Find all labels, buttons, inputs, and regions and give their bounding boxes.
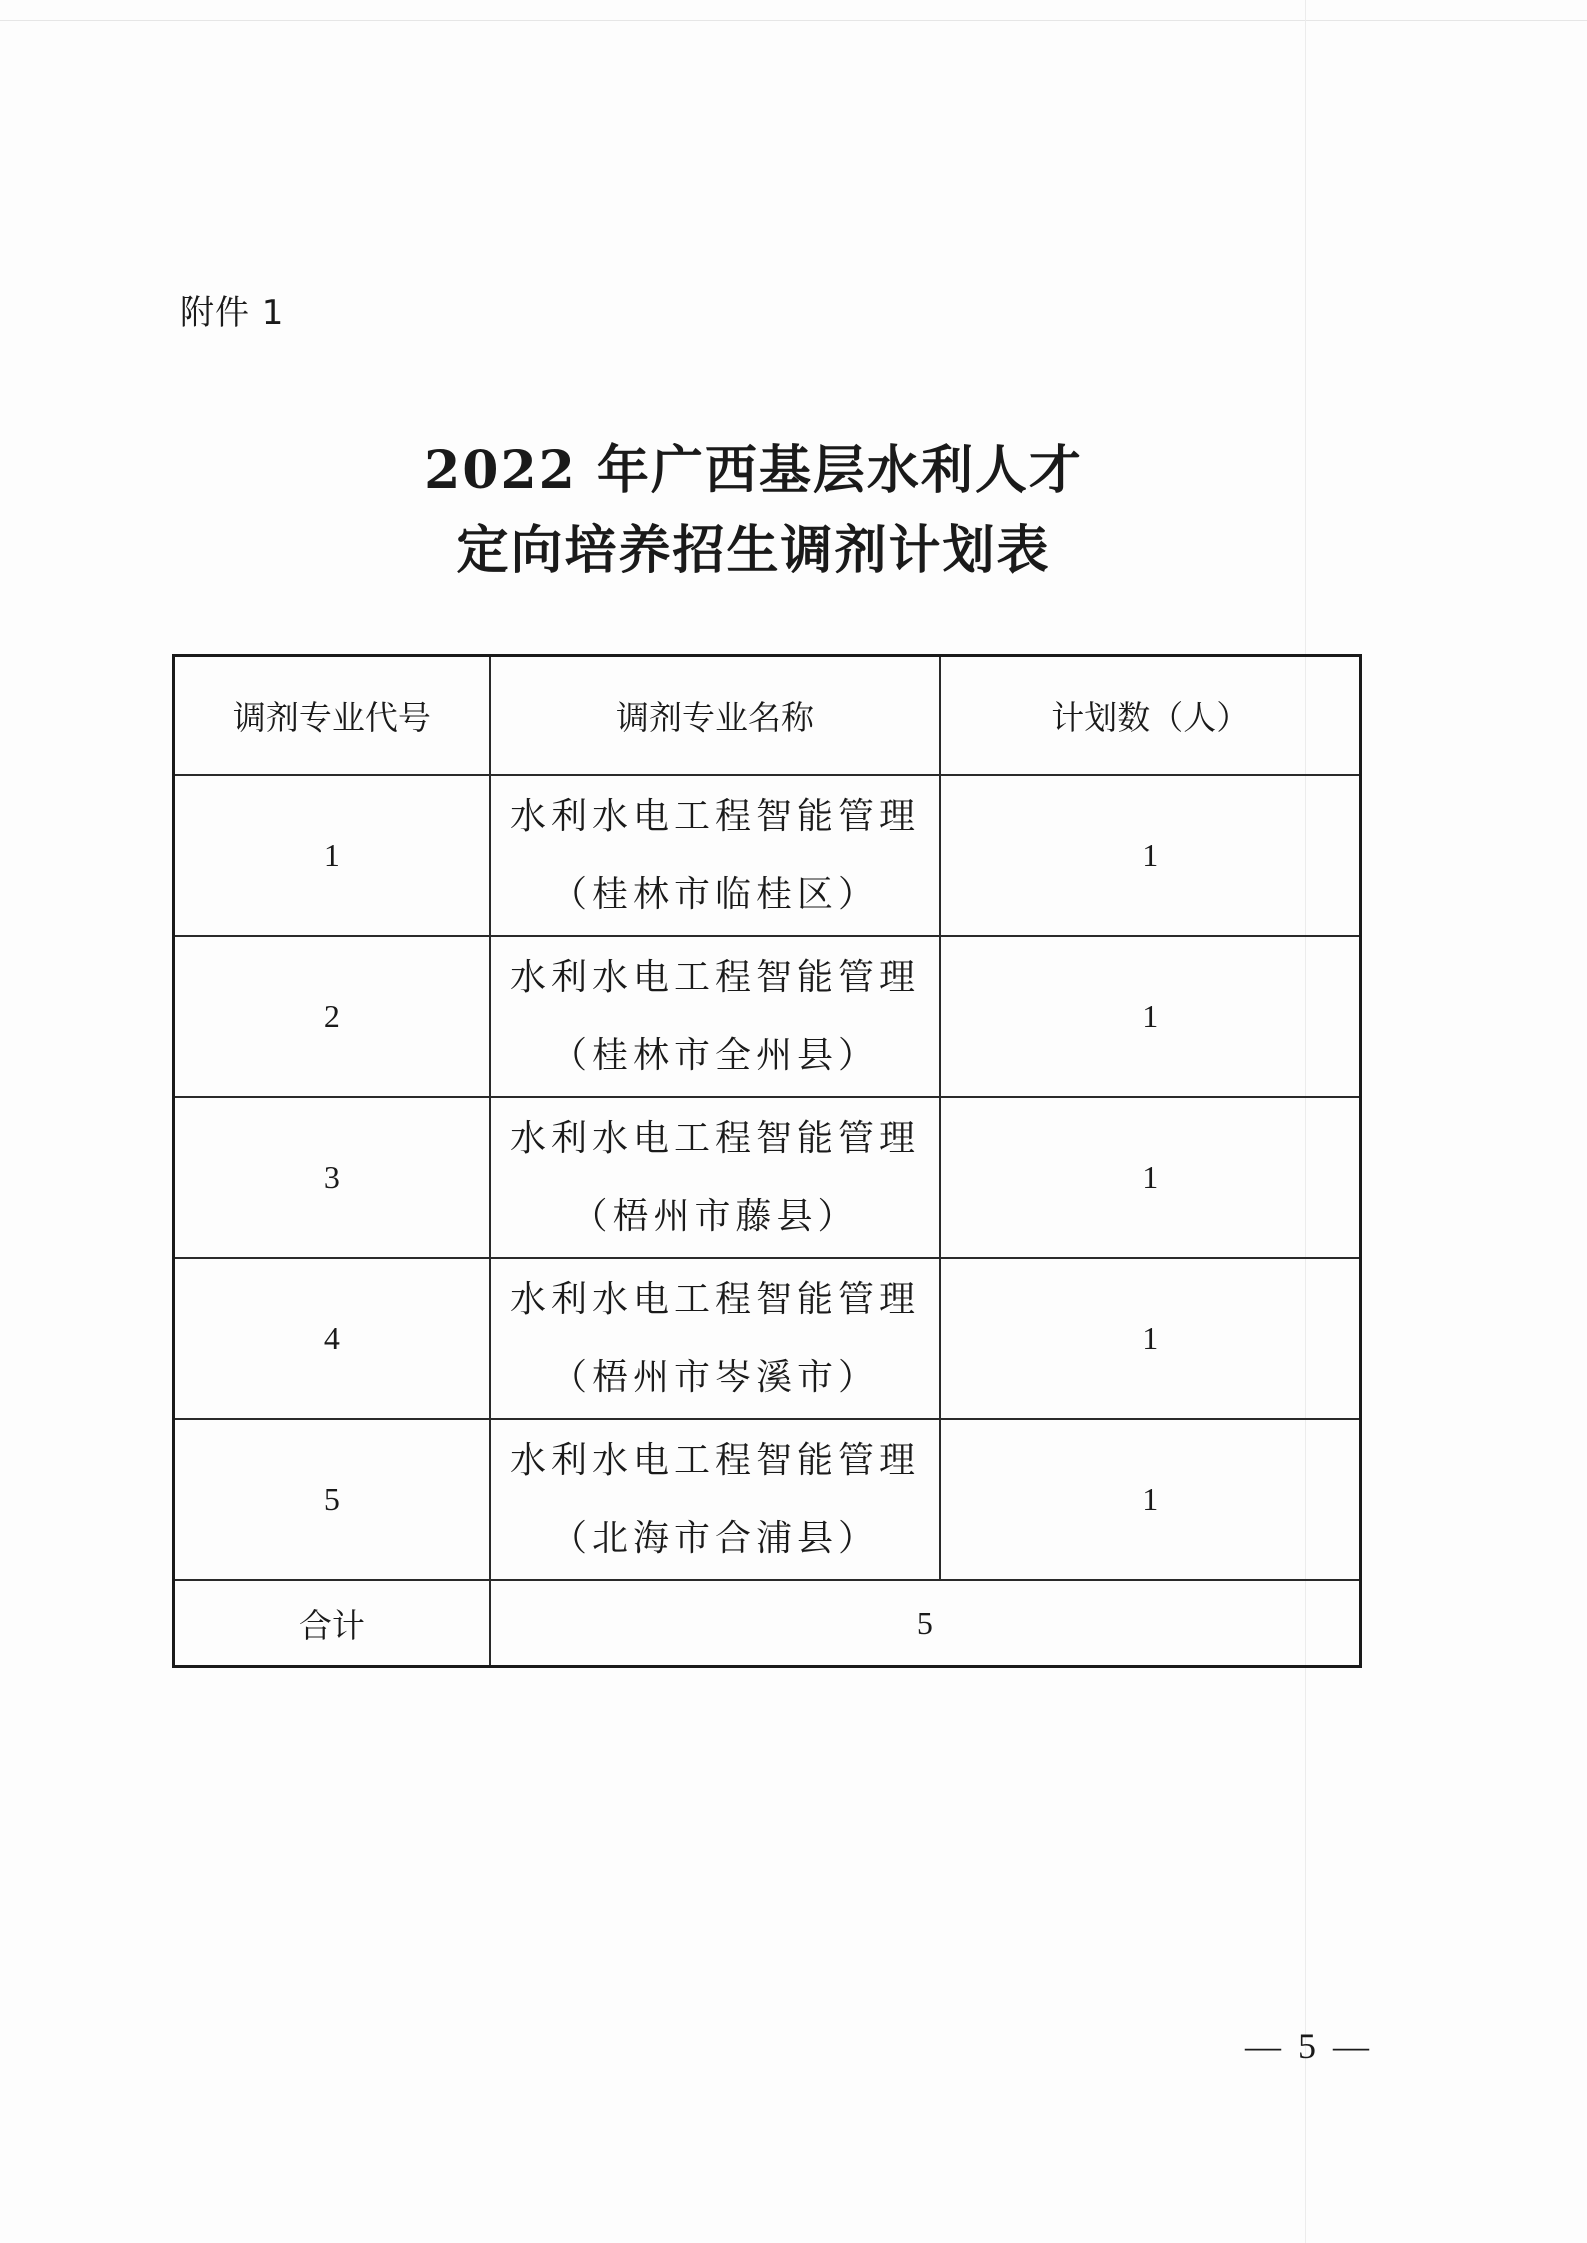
- document-title-line-2: 定向培养招生调剂计划表: [456, 520, 1051, 581]
- header-major-name: 调剂专业名称: [490, 656, 941, 776]
- header-plan-count: 计划数（人）: [940, 656, 1360, 776]
- plan-count-cell: 1: [940, 775, 1360, 936]
- table-row: [174, 775, 1361, 936]
- table-row: [174, 1419, 1361, 1580]
- page-number: — 5 —: [1245, 2026, 1373, 2066]
- plan-count-cell: 1: [940, 1097, 1360, 1258]
- major-name-cell: [490, 775, 941, 936]
- document-title-line-1: 2022 年广西基层水利人才: [424, 440, 1083, 501]
- major-name-line: 水利水电工程智能管理: [510, 1439, 921, 1481]
- major-code-cell: 3: [174, 1097, 490, 1258]
- major-location-line: （桂林市临桂区）: [551, 873, 880, 915]
- plan-count-cell: 1: [940, 1419, 1360, 1580]
- major-code-cell: 1: [174, 775, 490, 936]
- plan-count-cell: 1: [940, 1258, 1360, 1419]
- plan-count-cell: 1: [940, 936, 1360, 1097]
- major-name-cell: [490, 936, 941, 1097]
- major-code-cell: 2: [174, 936, 490, 1097]
- total-value: 5: [490, 1580, 1361, 1667]
- attachment-label: 附件 1: [180, 293, 285, 333]
- major-name-line: 水利水电工程智能管理: [510, 1117, 921, 1159]
- major-name-line: 水利水电工程智能管理: [510, 956, 921, 998]
- total-label: 合计: [174, 1580, 490, 1667]
- scan-edge-line: [0, 20, 1587, 21]
- major-location-line: （桂林市全州县）: [551, 1034, 880, 1076]
- table-header-row: [174, 656, 1361, 776]
- major-name-line: 水利水电工程智能管理: [510, 795, 921, 837]
- major-name-cell: [490, 1419, 941, 1580]
- major-location-line: （梧州市岑溪市）: [551, 1356, 880, 1398]
- major-location-line: （梧州市藤县）: [571, 1195, 859, 1237]
- major-name-cell: [490, 1258, 941, 1419]
- major-location-line: （北海市合浦县）: [551, 1517, 880, 1559]
- major-name-line: 水利水电工程智能管理: [510, 1278, 921, 1320]
- enrollment-plan-table: [172, 654, 1362, 1668]
- table-row: [174, 1097, 1361, 1258]
- major-code-cell: 5: [174, 1419, 490, 1580]
- table-row: [174, 936, 1361, 1097]
- header-major-code: 调剂专业代号: [174, 656, 490, 776]
- major-name-cell: [490, 1097, 941, 1258]
- table-total-row: [174, 1580, 1361, 1667]
- major-code-cell: 4: [174, 1258, 490, 1419]
- table-row: [174, 1258, 1361, 1419]
